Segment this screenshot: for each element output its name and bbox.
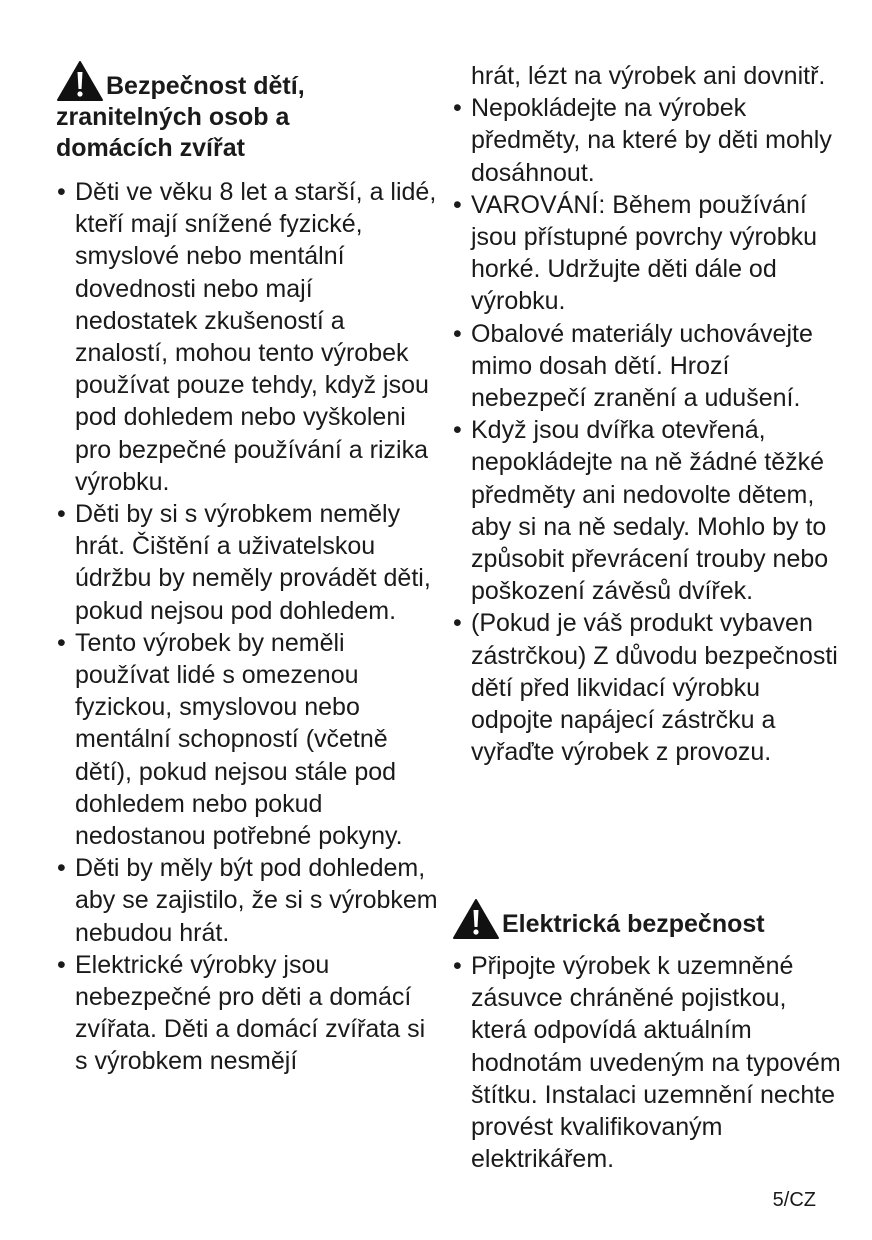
heading-line-3: domácích zvířat xyxy=(56,134,245,162)
heading-line-1: Bezpečnost dětí, xyxy=(106,72,305,100)
child-safety-heading xyxy=(56,60,438,164)
warning-label: VAROVÁNÍ: xyxy=(471,190,606,219)
page-number: 5/CZ xyxy=(772,1189,816,1211)
list-item-continued: hrát, lézt na výrobek ani dovnitř. xyxy=(471,62,826,90)
child-safety-list-continued xyxy=(452,60,844,768)
list-item: • Obalové materiály uchovávejte mimo dosah dětí. Hrozí nebezpečí zranění a udušení. xyxy=(453,319,813,413)
list-item: • Děti by měly být pod dohledem, aby se zajistilo, že si s výrobkem nebudou hrát. xyxy=(57,854,438,947)
child-safety-list xyxy=(56,176,438,1078)
list-item: • VAROVÁNÍ: Během používání jsou přístupné povrchy výrobku horké. Udržujte děti dále od výrobku. xyxy=(453,190,818,316)
list-item: • Nepokládejte na výrobek předměty, na které by děti mohly dosáhnout. xyxy=(453,94,832,187)
list-item: • (Pokud je váš produkt vybaven zástrčkou) Z důvodu bezpečnosti dětí před likvidací výrobku odpojte napájecí zástrčku a vyřaďte výrobek z provozu. xyxy=(453,609,838,767)
heading-line-2: zranitelných osob a xyxy=(56,103,290,131)
heading-title: Elektrická bezpečnost xyxy=(502,910,765,938)
electrical-safety-list xyxy=(452,950,844,1175)
warning-triangle-icon xyxy=(56,60,104,102)
warning-triangle-icon xyxy=(452,898,500,940)
list-item: • Když jsou dvířka otevřená, nepokládejte na ně žádné těžké předměty ani nedovolte dětem, aby si na ně sedaly. Mohlo by to způsobit převrácení trouby nebo poškození závěsů dvířek. xyxy=(453,416,829,606)
electrical-safety-heading xyxy=(452,898,844,940)
list-item: • Tento výrobek by neměli používat lidé s omezenou fyzickou, smyslovou nebo mentální schopností (včetně dětí), pokud nejsou stále pod dohledem nebo pokud nedostanou potřebné pokyny. xyxy=(57,628,403,851)
list-item: • Elektrické výrobky jsou nebezpečné pro děti a domácí zvířata. Děti a domácí zvířata si s výrobkem nesmějí xyxy=(57,950,426,1076)
list-item: • Děti by si s výrobkem neměly hrát. Čištění a uživatelskou údržbu by neměly provádět děti, pokud nejsou pod dohledem. xyxy=(57,500,431,625)
list-item: • Děti ve věku 8 let a starší, a lidé, kteří mají snížené fyzické, smyslové nebo mentální dovednosti nebo mají nedostatek zkušeností a znalostí, mohou tento výrobek používat pouze tehdy, když jsou pod dohledem nebo vyškoleni pro bezpečné používání a rizika výrobku. xyxy=(57,178,437,496)
list-item: • Připojte výrobek k uzemněné zásuvce chráněné pojistkou, která odpovídá aktuálním hodnotám uvedeným na typovém štítku. Instalaci uzemnění nechte provést kvalifikovaným elektrikářem. xyxy=(453,952,841,1174)
